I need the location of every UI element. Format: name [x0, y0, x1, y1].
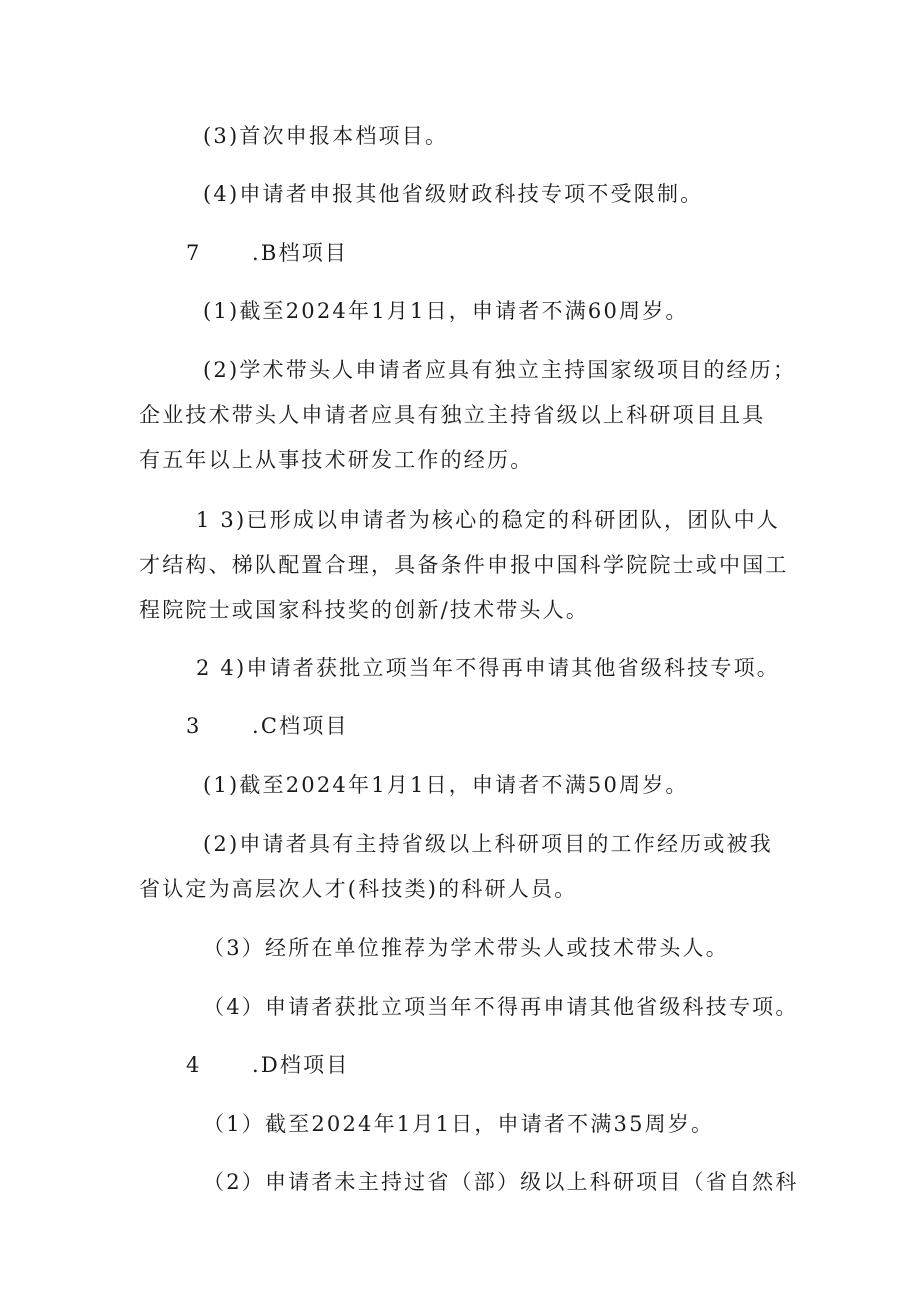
text-line: (1)截至2024年1月1日，申请者不满60周岁。: [203, 299, 689, 323]
text-line: (3)首次申报本档项目。: [203, 124, 449, 148]
section-number: 7: [186, 241, 202, 265]
text-line: （2）申请者未主持过省（部）级以上科研项目（省自然科: [203, 1170, 799, 1194]
section-heading-c: [186, 711, 349, 741]
text-line: 2 4)申请者获批立项当年不得再申请其他省级科技专项。: [196, 656, 780, 680]
text-line: （1）截至2024年1月1日，申请者不满35周岁。: [203, 1112, 715, 1136]
text-line: 省认定为高层次人才(科技类)的科研人员。: [139, 877, 578, 901]
section-heading-b: [186, 238, 348, 268]
text-line: 企业技术带头人申请者应具有独立主持省级以上科研项目且具: [139, 403, 766, 427]
section-number: 4: [186, 1053, 202, 1077]
section-title: .B档项目: [252, 241, 349, 265]
text-line: 才结构、梯队配置合理，具备条件申报中国科学院院士或中国工: [139, 553, 789, 577]
section-title: .D档项目: [252, 1053, 350, 1077]
text-line: 1 3)已形成以申请者为核心的稳定的科研团队，团队中人: [196, 508, 780, 532]
text-line: 有五年以上从事技术研发工作的经历。: [139, 448, 534, 472]
text-line: 程院院士或国家科技奖的创新/技术带头人。: [139, 598, 590, 622]
section-number: 3: [186, 714, 202, 738]
text-line: (2)学术带头人申请者应具有独立主持国家级项目的经历；: [203, 358, 797, 382]
text-line: (1)截至2024年1月1日，申请者不满50周岁。: [203, 773, 689, 797]
text-line: (2)申请者具有主持省级以上科研项目的工作经历或被我: [203, 832, 773, 856]
section-heading-d: [186, 1050, 350, 1080]
section-title: .C档项目: [252, 714, 349, 738]
text-line: （3）经所在单位推荐为学术带头人或技术带头人。: [203, 936, 729, 960]
text-line: （4）申请者获批立项当年不得再申请其他省级科技专项。: [203, 995, 799, 1019]
text-line: (4)申请者申报其他省级财政科技专项不受限制。: [203, 182, 704, 206]
